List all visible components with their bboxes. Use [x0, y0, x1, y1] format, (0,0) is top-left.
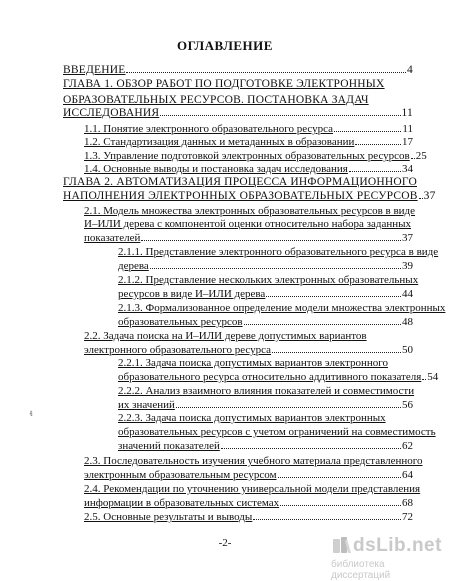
- toc-entry: [84, 232, 413, 245]
- toc-entry-text: 2.2.2. Анализ взаимного влияния показателей и совместимости: [118, 385, 415, 397]
- toc-line: [118, 412, 413, 425]
- toc-entry-text: 2.5. Основные результаты и выводы: [84, 511, 253, 523]
- dot-leader: [278, 477, 401, 478]
- dot-leader: [141, 240, 401, 241]
- toc-line: [63, 94, 413, 107]
- toc-entry: [84, 123, 413, 136]
- toc-entry: [118, 316, 413, 329]
- toc-page-number: 39: [402, 260, 413, 272]
- toc-entry-text: ОБРАЗОВАТЕЛЬНЫХ РЕСУРСОВ. ПОСТАНОВКА ЗАДАЧ: [63, 94, 369, 106]
- toc-page-number: 34: [402, 163, 413, 175]
- toc-entry-text: 2.1. Модель множества электронных образовательных ресурсов в виде: [84, 205, 416, 217]
- dot-leader: [253, 519, 401, 520]
- toc-entry-text: электронного образовательного ресурса: [84, 344, 272, 356]
- toc-entry: [118, 440, 413, 453]
- toc-entry: [84, 150, 427, 163]
- toc-line: [118, 246, 439, 259]
- dot-leader: [176, 407, 401, 408]
- toc-entry: [63, 64, 413, 77]
- toc-entry-text: ГЛАВА 1. ОБЗОР РАБОТ ПО ПОДГОТОВКЕ ЭЛЕКТРОННЫХ: [63, 78, 385, 90]
- toc-entry-text: информации в образовательных системах: [84, 497, 280, 509]
- toc-entry: [84, 136, 413, 149]
- toc-entry-text: значений показателей: [118, 440, 220, 452]
- toc-page-number: 37: [402, 232, 413, 244]
- toc-entry-text: ВВЕДЕНИЕ: [63, 64, 126, 76]
- toc-entry-text: 2.2. Задача поиска на И–ИЛИ дереве допустимых вариантов: [84, 330, 367, 342]
- toc-line: [84, 218, 413, 231]
- dot-leader: [349, 171, 401, 172]
- dot-leader: [280, 505, 401, 506]
- dslib-logo-icon: [331, 535, 353, 557]
- toc-entry-text: образовательного ресурса относительно аддитивного показателя: [118, 371, 422, 383]
- dot-leader: [355, 144, 401, 145]
- toc-entry-text: 1.4. Основные выводы и постановка задач исследования: [84, 163, 348, 175]
- toc-entry-text: 1.2. Стандартизация данных и метаданных в образовании: [84, 136, 355, 148]
- toc-entry: [84, 511, 413, 524]
- toc-page-number: 62: [402, 440, 413, 452]
- dot-leader: [272, 352, 401, 353]
- toc-page-number: 11: [401, 107, 413, 119]
- toc-page-number: 56: [402, 399, 413, 411]
- toc-line: [118, 357, 413, 370]
- toc-entry-text: 2.1.1. Представление электронного образовательного ресурса в виде: [118, 246, 439, 258]
- toc-entry-text: 2.2.1. Задача поиска допустимых вариантов электронного: [118, 357, 388, 369]
- toc-entry-text: образовательных ресурсов: [118, 316, 243, 328]
- toc-line: [84, 330, 413, 343]
- dot-leader: [221, 448, 401, 449]
- toc-entry-text: И–ИЛИ дерева с компонентой оценки относительно набора заданных: [84, 218, 412, 230]
- toc-entry-text: дерева: [118, 260, 149, 272]
- dot-leader: [334, 131, 401, 132]
- toc-line: [84, 205, 416, 218]
- toc-entry-text: образовательных ресурсов с учетом ограничений на совместимость: [118, 426, 436, 438]
- toc-entry-text: 2.4. Рекомендации по уточнению универсальной модели представления: [84, 483, 421, 495]
- dot-leader: [150, 268, 401, 269]
- toc-page-number: 68: [402, 497, 413, 509]
- toc-entry-text: 1.1. Понятие электронного образовательного ресурса: [84, 123, 334, 135]
- toc-page-number: 17: [402, 136, 413, 148]
- toc-entry-text: 2.1.2. Представление нескольких электронных образовательных: [118, 274, 419, 286]
- toc-page-number: 48: [402, 316, 413, 328]
- toc-entry: [63, 190, 436, 203]
- toc-entry-text: ресурсов в виде И–ИЛИ дерева: [118, 288, 266, 300]
- toc-entry: [118, 371, 439, 384]
- dot-leader: [422, 379, 426, 380]
- toc-line: [84, 455, 423, 468]
- toc-page-number: 72: [402, 511, 413, 523]
- watermark-name: dsLib.net: [353, 535, 442, 556]
- dot-leader: [244, 324, 401, 325]
- toc-page-number: 11: [402, 123, 413, 135]
- dot-leader: [411, 158, 415, 159]
- toc-line: [84, 483, 421, 496]
- toc-line: [118, 385, 413, 398]
- toc-entry-text: 2.3. Последовательность изучения учебного материала представленного: [84, 455, 423, 467]
- dot-leader: [126, 72, 406, 73]
- toc-entry: [84, 497, 413, 510]
- toc-line: [118, 426, 436, 439]
- toc-line: [118, 302, 446, 315]
- watermark: [331, 535, 446, 581]
- toc-line: [118, 274, 419, 287]
- dot-leader: [160, 115, 400, 116]
- toc-entry-text: НАПОЛНЕНИЯ ЭЛЕКТРОННЫХ ОБРАЗОВАТЕЛЬНЫХ РЕСУРСОВ: [63, 190, 418, 202]
- toc-page-number: 50: [402, 344, 413, 356]
- watermark-subtitle: библиотека диссертаций: [331, 559, 391, 581]
- toc-entry: [118, 260, 413, 273]
- toc-page-number: 37: [423, 190, 436, 202]
- stray-mark: ᵵ: [30, 408, 33, 418]
- toc-entry-text: электронным образовательным ресурсом: [84, 469, 277, 481]
- toc-entry-text: показателей: [84, 232, 141, 244]
- toc-entry-text: их значений: [118, 399, 175, 411]
- toc-entry-text: 1.3. Управление подготовкой электронных образовательных ресурсов: [84, 150, 410, 162]
- toc-entry-text: 2.2.3. Задача поиска допустимых вариантов электронных: [118, 412, 386, 424]
- page-number: -2-: [218, 537, 232, 549]
- dot-leader: [266, 296, 401, 297]
- toc-entry: [118, 288, 413, 301]
- toc-entry: [63, 107, 413, 120]
- toc-page-number: 54: [427, 371, 439, 383]
- toc-page-number: 64: [402, 469, 413, 481]
- toc-entry: [84, 469, 413, 482]
- toc-entry: [84, 344, 413, 357]
- toc-entry: [118, 399, 413, 412]
- dot-leader: [419, 198, 423, 199]
- toc-entry-text: ИССЛЕДОВАНИЯ: [63, 107, 160, 119]
- page-title: ОГЛАВЛЕНИЕ: [177, 38, 273, 53]
- toc-entry-text: ГЛАВА 2. АВТОМАТИЗАЦИЯ ПРОЦЕССА ИНФОРМАЦИОННОГО: [63, 176, 417, 188]
- toc-entry-text: 2.1.3. Формализованное определение модели множества электронных: [118, 302, 446, 314]
- toc-page-number: 44: [402, 288, 413, 300]
- toc-line: [63, 78, 413, 91]
- toc-page-number: 4: [407, 64, 413, 76]
- toc-page-number: 25: [415, 150, 427, 162]
- toc-entry: [84, 163, 413, 176]
- toc-line: [63, 176, 417, 189]
